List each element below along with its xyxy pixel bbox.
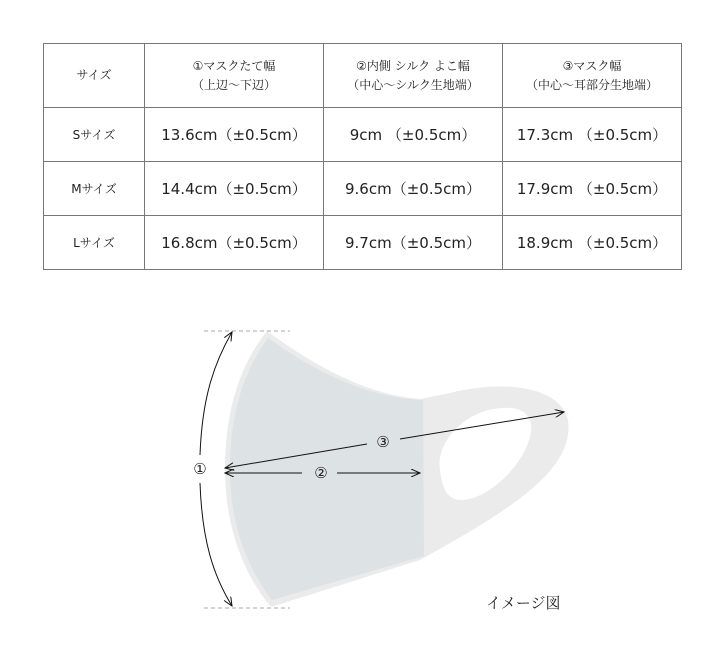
header-line: ②内側 シルク よこ幅 <box>356 58 470 73</box>
value-cell: 17.9cm （±0.5cm） <box>503 162 682 216</box>
size-cell: Mサイズ <box>44 162 145 216</box>
diagram-caption: イメージ図 <box>486 594 561 612</box>
size-cell: Lサイズ <box>44 216 145 270</box>
value-cell: 14.4cm（±0.5cm） <box>145 162 324 216</box>
value-cell: 9.6cm（±0.5cm） <box>324 162 503 216</box>
header-line: ③マスク幅 <box>562 58 622 73</box>
value-cell: 9.7cm（±0.5cm） <box>324 216 503 270</box>
header-line: （上辺〜下辺） <box>191 77 276 92</box>
value-cell: 9cm （±0.5cm） <box>324 108 503 162</box>
value-cell: 18.9cm （±0.5cm） <box>503 216 682 270</box>
label-silk-width: ② <box>314 464 328 482</box>
header-size: サイズ <box>44 44 145 108</box>
label-height: ① <box>193 460 207 478</box>
label-mask-width: ③ <box>376 433 390 451</box>
value-cell: 16.8cm（±0.5cm） <box>145 216 324 270</box>
size-cell: Sサイズ <box>44 108 145 162</box>
value-cell: 17.3cm （±0.5cm） <box>503 108 682 162</box>
value-cell: 13.6cm（±0.5cm） <box>145 108 324 162</box>
header-line: ①マスクたて幅 <box>192 58 276 73</box>
header-line: （中心〜耳部分生地端） <box>525 77 658 92</box>
header-line: （中心〜シルク生地端） <box>347 77 479 92</box>
